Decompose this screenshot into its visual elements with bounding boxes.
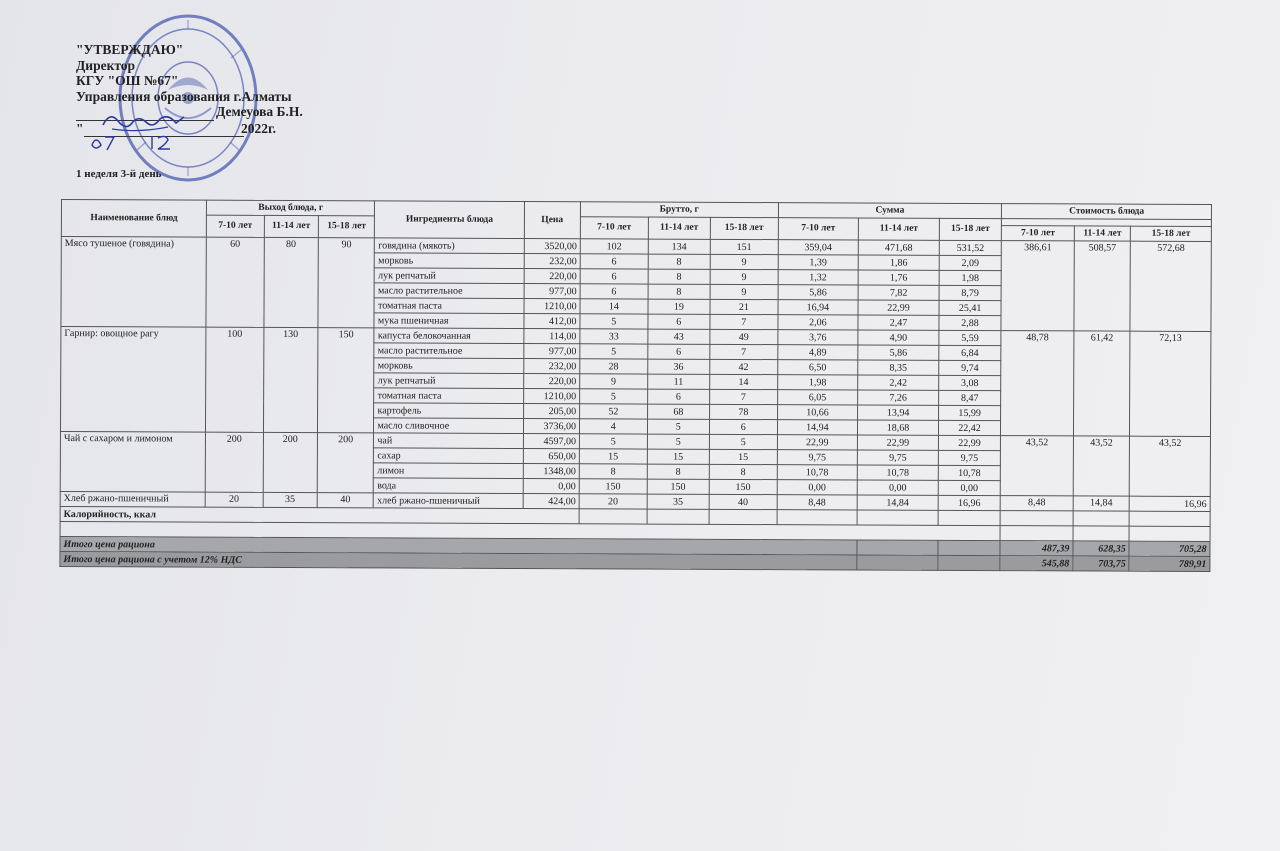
ingredient-gross: 15 [647, 449, 710, 464]
dish-cost: 72,13 [1130, 331, 1211, 436]
ingredient-sum: 1,98 [939, 270, 1002, 285]
ingredient-price: 424,00 [523, 494, 580, 509]
ingredient-gross: 15 [709, 449, 777, 464]
ingredient-sum: 18,68 [858, 420, 939, 435]
dish-name: Гарнир: овощное рагу [60, 327, 206, 433]
dish-cost: 48,78 [1001, 331, 1074, 436]
dish-cost: 43,52 [1130, 436, 1211, 496]
ingredient-sum: 3,08 [938, 375, 1001, 390]
ingredient-sum: 359,04 [778, 240, 859, 255]
ingredient-sum: 22,99 [858, 435, 939, 450]
ingredient-gross: 52 [580, 404, 648, 419]
ingredient-sum: 7,26 [858, 390, 939, 405]
ingredient-sum: 22,99 [777, 435, 858, 450]
ingredient-sum: 2,42 [858, 375, 939, 390]
ingredient-name: масло растительное [374, 343, 523, 359]
total-vat-value: 545,88 [1000, 556, 1073, 571]
ingredient-sum: 6,84 [939, 345, 1002, 360]
ingredient-name: масло растительное [375, 283, 524, 299]
ingredient-gross: 33 [580, 329, 648, 344]
ingredient-name: морковь [375, 253, 524, 269]
ingredient-price: 3520,00 [524, 239, 581, 254]
ingredient-sum: 10,78 [777, 465, 858, 480]
ingredient-sum: 8,47 [938, 390, 1001, 405]
dish-cost: 16,96 [1129, 496, 1210, 511]
ingredient-sum: 0,00 [857, 480, 938, 495]
ingredient-gross: 9 [710, 269, 778, 284]
ingredient-gross: 8 [648, 254, 711, 269]
ingredient-sum: 4,90 [858, 330, 939, 345]
ingredient-sum: 5,59 [939, 330, 1002, 345]
ingredient-sum: 2,09 [939, 255, 1002, 270]
ingredient-gross: 5 [647, 419, 710, 434]
ingredient-name: лук репчатый [375, 268, 524, 284]
ingredient-gross: 5 [647, 434, 710, 449]
ingredient-sum: 531,52 [939, 240, 1002, 255]
date-year: 2022г. [241, 120, 276, 136]
ingredient-sum: 9,75 [938, 450, 1001, 465]
ingredient-sum: 8,79 [939, 285, 1002, 300]
ingredient-gross: 6 [648, 314, 711, 329]
ingredient-name: лимон [374, 463, 523, 479]
ingredient-price: 220,00 [524, 269, 581, 284]
ingredient-price: 3736,00 [523, 419, 580, 434]
ingredient-name: масло сливочное [374, 418, 523, 434]
ingredient-gross: 20 [579, 494, 647, 509]
ingredient-gross: 134 [648, 239, 711, 254]
ingredient-gross: 9 [580, 374, 648, 389]
calories-value [1073, 511, 1130, 526]
ingredient-gross: 8 [647, 464, 710, 479]
ingredient-gross: 8 [579, 464, 647, 479]
calories-value [777, 510, 858, 525]
ingredient-sum: 22,42 [938, 420, 1001, 435]
ingredient-sum: 13,94 [858, 405, 939, 420]
total-empty [938, 540, 1001, 555]
calories-value [709, 509, 777, 524]
ingredient-name: лук репчатый [374, 373, 523, 389]
ingredient-sum: 22,99 [938, 435, 1001, 450]
ingredient-gross: 8 [648, 269, 711, 284]
ingredient-gross: 14 [710, 374, 778, 389]
col-price: Цена [524, 202, 581, 239]
ingredient-sum: 2,88 [939, 315, 1002, 330]
total-vat-value: 703,75 [1073, 556, 1130, 571]
ingredient-gross: 7 [710, 344, 778, 359]
ingredient-gross: 6 [580, 269, 648, 284]
ingredient-sum: 0,00 [777, 480, 858, 495]
ingredient-sum: 1,32 [778, 270, 859, 285]
ingredient-sum: 15,99 [938, 405, 1001, 420]
director-name: Демеуова Б.Н. [216, 104, 303, 119]
col-gross: Брутто, г [580, 202, 778, 218]
col-ingredients: Ингредиенты блюда [375, 201, 524, 239]
ingredient-gross: 36 [647, 359, 710, 374]
dish-name: Хлеб ржано-пшеничный [60, 491, 205, 507]
calories-value [938, 510, 1001, 525]
total-empty [938, 555, 1001, 570]
dish-yield: 20 [205, 492, 263, 507]
ingredient-sum: 6,05 [777, 390, 858, 405]
ingredient-gross: 6 [580, 254, 648, 269]
dish-yield: 200 [317, 433, 374, 493]
ingredient-sum: 1,98 [777, 375, 858, 390]
ingredient-sum: 5,86 [778, 285, 859, 300]
ingredient-sum: 8,35 [858, 360, 939, 375]
dish-yield: 200 [205, 432, 263, 492]
ingredient-sum: 14,94 [777, 420, 858, 435]
ingredient-sum: 4,89 [777, 345, 858, 360]
ingredient-gross: 49 [710, 329, 778, 344]
ingredient-name: чай [374, 433, 523, 449]
blank-cell [1129, 526, 1210, 541]
ingredient-sum: 9,74 [939, 360, 1002, 375]
ingredient-gross: 5 [580, 314, 648, 329]
ingredient-gross: 42 [710, 359, 778, 374]
ingredient-sum: 7,82 [858, 285, 939, 300]
ingredient-price: 232,00 [524, 254, 581, 269]
dish-yield: 90 [318, 238, 375, 328]
total-empty [857, 540, 938, 555]
dish-yield: 150 [317, 328, 374, 433]
ingredient-gross: 5 [709, 434, 777, 449]
ingredient-gross: 4 [580, 419, 648, 434]
ingredient-price: 205,00 [523, 404, 580, 419]
ingredient-name: капуста белокочанная [374, 328, 523, 344]
col-dish-cost: Стоимость блюда [1002, 204, 1212, 220]
ingredient-price: 1210,00 [523, 389, 580, 404]
ingredient-name: мука пшеничная [374, 313, 523, 329]
dish-yield: 40 [317, 493, 374, 508]
approval-position: Директор [76, 57, 136, 73]
handwritten-date [88, 133, 198, 153]
ingredient-sum: 3,76 [777, 330, 858, 345]
ingredient-sum: 0,00 [938, 480, 1001, 495]
dish-cost: 43,52 [1001, 436, 1074, 496]
ingredient-gross: 19 [648, 299, 711, 314]
dish-cost: 14,84 [1073, 496, 1130, 511]
ingredient-sum: 9,75 [858, 450, 939, 465]
ingredient-price: 232,00 [523, 359, 580, 374]
ingredient-gross: 43 [647, 329, 710, 344]
ingredient-name: говядина (мякоть) [375, 238, 524, 254]
ingredient-sum: 9,75 [777, 450, 858, 465]
calories-value [1129, 511, 1210, 526]
total-value: 487,39 [1000, 541, 1073, 556]
ingredient-sum: 14,84 [857, 495, 938, 510]
total-empty [857, 555, 938, 570]
ingredient-sum: 6,50 [777, 360, 858, 375]
ingredient-name: томатная паста [374, 388, 523, 404]
ingredient-price: 1348,00 [523, 464, 580, 479]
ingredient-sum: 8,48 [777, 495, 858, 510]
ingredient-sum: 22,99 [858, 300, 939, 315]
ingredient-gross: 151 [710, 239, 778, 254]
ingredient-gross: 5 [579, 434, 647, 449]
ingredient-sum: 25,41 [939, 300, 1002, 315]
approval-dept: Управления образования г.Алматы [76, 88, 292, 104]
ingredient-sum: 10,78 [938, 465, 1001, 480]
blank-cell [1000, 526, 1073, 541]
calories-value [1000, 511, 1073, 526]
ingredient-gross: 21 [710, 299, 778, 314]
ingredient-gross: 14 [580, 299, 648, 314]
ingredient-price: 4597,00 [523, 434, 580, 449]
ingredient-sum: 5,86 [858, 345, 939, 360]
menu-day-label: 1 неделя 3-й день [76, 168, 162, 180]
ingredient-price: 977,00 [524, 284, 581, 299]
ingredient-name: картофель [374, 403, 523, 419]
ingredient-gross: 78 [710, 404, 778, 419]
ingredient-sum: 1,39 [778, 255, 859, 270]
date-line: " 2022г. [76, 120, 276, 136]
ingredient-price: 220,00 [523, 374, 580, 389]
ingredient-gross: 6 [710, 419, 778, 434]
ingredient-gross: 5 [580, 389, 648, 404]
ingredient-name: хлеб ржано-пшеничный [374, 493, 523, 509]
ingredient-price: 412,00 [524, 314, 581, 329]
ingredient-gross: 5 [580, 344, 648, 359]
menu-cost-table: Наименование блюд Выход блюда, г Ингредиенты блюда Цена Брутто, г Сумма Стоимость блюда 7-10 лет 11-14 лет 15-18 лет 7-10 лет 11-14 лет 15-18 лет 7-10 лет 11-14 лет 15-18 лет 7-10 лет 11-14 лет 15-18 лет Мясо тушеное (говядина) 60 80 90 говядина (мякоть) 3520,00 102 134 151 359,04 471,68 531,52 386,61 508,57 572,68 морковь 232,00 6 8 9 1,39 1,86 2,09 лук репчатый 220,00 6 8 9 1,32 1,76 1,98 масло растительное 977,00 6 8 9 5,86 7,82 8,79 томатная паста 1210,00 14 19 21 16,94 22,99 25,41 мука пшеничная 412,00 5 6 7 2,06 2,47 2,88 Гарнир: овощное рагу 100 130 150 капуста белокочанная 114,00 33 43 49 3,76 4,90 5,59 48,78 61,42 72,13 масло растительное 977,00 5 6 7 4,89 5,86 6,84 морковь 232,00 28 36 42 6,50 8,35 9,74 лук репчатый 220,00 9 11 14 1,98 2,42 3,08 томатная паста 1210,00 5 6 7 6,05 7,26 8,47 картофель 205,00 52 68 78 10,66 13,94 15,99 масло сливочное 3736,00 4 5 6 14,94 18,68 22,42 Чай с сахаром и лимоном 200 200 200 чай 4597,00 5 5 5 22,99 22,99 22,99 43,52 43,52 43,52 сахар 650,00 15 15 15 9,75 9,75 9,75 лимон 1348,00 8 8 8 10,78 10,78 10,78 вода 0,00 150 150 150 0,00 0,00 0,00 Хлеб ржано-пшеничный 20 35 40 хлеб ржано-пшеничный 424,00 20 35 40 8,48 14,84 16,96 8,48 14,84 16,96 Калорийность, ккал Итого цена рациона 487,39 628,35 705,28 Итого цена рациона с учетом 12% НДС 545,88 703,75 789,91 [59, 199, 1212, 572]
dish-name: Мясо тушеное (говядина) [61, 237, 207, 328]
dish-yield: 100 [206, 327, 264, 432]
total-value: 705,28 [1129, 541, 1210, 556]
ingredient-sum: 1,76 [858, 270, 939, 285]
col-yield: Выход блюда, г [207, 200, 375, 216]
calories-value [647, 509, 710, 524]
ingredient-sum: 10,66 [777, 405, 858, 420]
approval-org: КГУ "ОШ №67" [76, 73, 179, 88]
dish-name: Чай с сахаром и лимоном [60, 431, 205, 492]
ingredient-gross: 6 [647, 344, 710, 359]
dish-cost: 43,52 [1073, 436, 1130, 496]
ingredient-price: 114,00 [523, 329, 580, 344]
dish-cost: 386,61 [1001, 241, 1074, 331]
total-label: Итого цена рациона [60, 536, 857, 554]
dish-cost: 8,48 [1000, 496, 1073, 511]
ingredient-gross: 7 [710, 389, 778, 404]
ingredient-price: 1210,00 [524, 299, 581, 314]
ingredient-name: морковь [374, 358, 523, 374]
ingredient-gross: 15 [579, 449, 647, 464]
ingredient-gross: 9 [710, 254, 778, 269]
ingredient-gross: 68 [647, 404, 710, 419]
ingredient-sum: 471,68 [858, 240, 939, 255]
dish-yield: 35 [263, 492, 317, 507]
ingredient-gross: 8 [709, 464, 777, 479]
col-sum: Сумма [778, 203, 1002, 219]
ingredient-price: 650,00 [523, 449, 580, 464]
ingredient-gross: 102 [580, 239, 648, 254]
ingredient-gross: 28 [580, 359, 648, 374]
dish-yield: 80 [264, 237, 319, 327]
dish-cost: 61,42 [1073, 331, 1130, 436]
ingredient-name: сахар [374, 448, 523, 464]
dish-cost: 508,57 [1074, 241, 1131, 331]
ingredient-sum: 1,86 [858, 255, 939, 270]
ingredient-gross: 6 [580, 284, 648, 299]
ingredient-sum: 16,94 [778, 300, 859, 315]
dish-cost: 572,68 [1130, 241, 1211, 331]
menu-table-body [60, 237, 1211, 572]
ingredient-gross: 150 [709, 479, 777, 494]
total-value: 628,35 [1073, 541, 1130, 556]
ingredient-name: томатная паста [374, 298, 523, 314]
ingredient-sum: 2,06 [777, 315, 858, 330]
dish-yield: 130 [263, 327, 318, 432]
dish-yield: 60 [206, 237, 264, 327]
ingredient-gross: 150 [647, 479, 710, 494]
approval-title: "УТВЕРЖДАЮ" [76, 42, 184, 57]
blank-cell [1073, 526, 1130, 541]
ingredient-gross: 9 [710, 284, 778, 299]
ingredient-gross: 40 [709, 494, 777, 509]
calories-label: Калорийность, ккал [60, 506, 579, 523]
ingredient-gross: 35 [647, 494, 710, 509]
ingredient-price: 0,00 [523, 479, 580, 494]
ingredient-gross: 11 [647, 374, 710, 389]
ingredient-sum: 2,47 [858, 315, 939, 330]
ingredient-sum: 10,78 [857, 465, 938, 480]
ingredient-gross: 150 [579, 479, 647, 494]
calories-value [579, 509, 647, 524]
total-vat-label: Итого цена рациона с учетом 12% НДС [60, 551, 857, 569]
dish-yield: 200 [263, 432, 318, 492]
ingredient-name: вода [374, 478, 523, 494]
ingredient-price: 977,00 [523, 344, 580, 359]
calories-value [857, 510, 938, 525]
ingredient-sum: 16,96 [938, 495, 1001, 510]
ingredient-gross: 6 [647, 389, 710, 404]
col-dish-name: Наименование блюд [61, 200, 206, 238]
ingredient-gross: 7 [710, 314, 778, 329]
ingredient-gross: 8 [648, 284, 711, 299]
total-vat-value: 789,91 [1129, 556, 1210, 571]
